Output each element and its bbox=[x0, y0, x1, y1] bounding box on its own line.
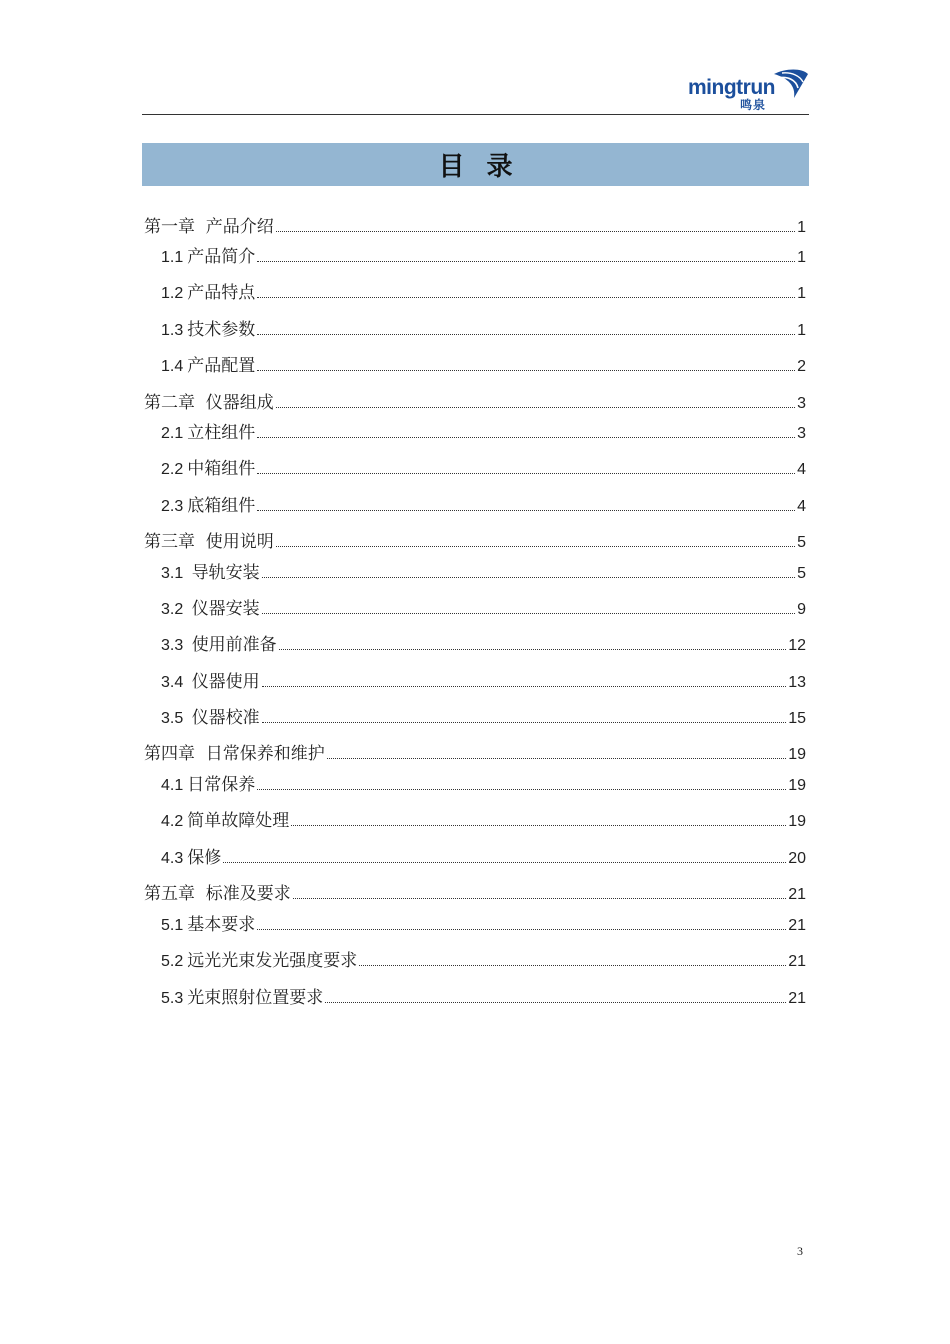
toc-entry-section[interactable] bbox=[161, 562, 806, 585]
toc-entry-page: 2 bbox=[797, 358, 806, 375]
toc-dot-leader bbox=[293, 898, 786, 899]
toc-entry-label: 使用前准备 bbox=[191, 635, 277, 655]
toc-entry-section[interactable] bbox=[161, 707, 806, 730]
company-logo bbox=[688, 68, 810, 114]
toc-entry-label: 远光光束发光强度要求 bbox=[187, 951, 358, 971]
toc-dot-leader bbox=[257, 789, 786, 790]
toc-entry-page: 3 bbox=[797, 425, 806, 442]
toc-dot-leader bbox=[257, 929, 786, 930]
toc-entry-number: 1.1 bbox=[161, 249, 184, 266]
toc-dot-leader bbox=[279, 649, 787, 650]
toc-entry-section[interactable] bbox=[161, 950, 806, 973]
toc-entry-number: 3.1 bbox=[161, 565, 188, 582]
toc-dot-leader bbox=[276, 407, 795, 408]
toc-dot-leader bbox=[262, 613, 795, 614]
toc-entry-section[interactable] bbox=[161, 774, 806, 797]
toc-entry-chapter[interactable] bbox=[144, 883, 806, 906]
toc-dot-leader bbox=[257, 297, 795, 298]
toc-entry-section[interactable] bbox=[161, 847, 806, 870]
toc-entry-section[interactable] bbox=[161, 458, 806, 481]
footer-page-number: 3 bbox=[797, 1244, 803, 1258]
toc-entry-label: 导轨安装 bbox=[191, 563, 260, 583]
toc-entry-section[interactable] bbox=[161, 598, 806, 621]
toc-entry-page: 3 bbox=[797, 395, 806, 412]
toc-dot-leader bbox=[276, 546, 795, 547]
toc-entry-chapter[interactable] bbox=[144, 216, 806, 239]
toc-entry-chapter[interactable] bbox=[144, 743, 806, 766]
toc-dot-leader bbox=[325, 1002, 786, 1003]
toc-entry-number: 4.3 bbox=[161, 850, 184, 867]
toc-entry-number: 3.3 bbox=[161, 637, 188, 654]
toc-entry-page: 1 bbox=[797, 322, 806, 339]
toc-dot-leader bbox=[257, 510, 795, 511]
toc-entry-page: 5 bbox=[797, 565, 806, 582]
toc-entry-number: 3.4 bbox=[161, 674, 188, 691]
toc-entry-label: 中箱组件 bbox=[187, 459, 256, 479]
toc-entry-label: 底箱组件 bbox=[187, 496, 256, 516]
toc-entry-label: 立柱组件 bbox=[187, 423, 256, 443]
toc-dot-leader bbox=[257, 261, 795, 262]
toc-entry-label: 产品特点 bbox=[187, 283, 256, 303]
toc-entry-number: 5.3 bbox=[161, 990, 184, 1007]
toc-entry-section[interactable] bbox=[161, 634, 806, 657]
toc-entry-section[interactable] bbox=[161, 355, 806, 378]
toc-entry-section[interactable] bbox=[161, 914, 806, 937]
toc-dot-leader bbox=[359, 965, 786, 966]
toc-entry-section[interactable] bbox=[161, 246, 806, 269]
toc-entry-page: 21 bbox=[788, 917, 806, 934]
logo-swoosh-icon bbox=[772, 68, 810, 102]
logo-wordmark: mingtrun bbox=[688, 76, 775, 99]
toc-entry-page: 9 bbox=[797, 601, 806, 618]
toc-entry-number: 4.2 bbox=[161, 813, 184, 830]
toc-dot-leader bbox=[257, 334, 795, 335]
toc-entry-number: 3.2 bbox=[161, 601, 188, 618]
toc-title-bar bbox=[142, 143, 809, 186]
toc-entry-chapter[interactable] bbox=[144, 531, 806, 554]
toc-dot-leader bbox=[257, 437, 795, 438]
toc-entry-number: 1.4 bbox=[161, 358, 184, 375]
toc-entry-page: 21 bbox=[788, 990, 806, 1007]
toc-entry-number: 4.1 bbox=[161, 777, 184, 794]
toc-entry-section[interactable] bbox=[161, 495, 806, 518]
toc-entry-label: 技术参数 bbox=[187, 320, 256, 340]
toc-entry-label: 第五章 标准及要求 bbox=[144, 884, 291, 904]
toc-entry-label: 日常保养 bbox=[187, 775, 256, 795]
toc-dot-leader bbox=[291, 825, 786, 826]
toc-entry-label: 仪器安装 bbox=[191, 599, 260, 619]
toc-entry-section[interactable] bbox=[161, 319, 806, 342]
toc-entry-number: 2.1 bbox=[161, 425, 184, 442]
toc-entry-page: 1 bbox=[797, 285, 806, 302]
toc-entry-number: 2.2 bbox=[161, 461, 184, 478]
toc-entry-number: 5.1 bbox=[161, 917, 184, 934]
toc-entry-label: 基本要求 bbox=[187, 915, 256, 935]
toc-entry-number: 5.2 bbox=[161, 953, 184, 970]
toc-entry-label: 第四章 日常保养和维护 bbox=[144, 744, 325, 764]
toc-entry-section[interactable] bbox=[161, 987, 806, 1010]
toc-entry-page: 12 bbox=[788, 637, 806, 654]
toc-entry-page: 19 bbox=[788, 746, 806, 763]
toc-entry-label: 光束照射位置要求 bbox=[187, 988, 324, 1008]
toc-entry-label: 保修 bbox=[187, 848, 222, 868]
toc-entry-chapter[interactable] bbox=[144, 392, 806, 415]
toc-entry-page: 19 bbox=[788, 777, 806, 794]
toc-entry-number: 3.5 bbox=[161, 710, 188, 727]
toc-entry-label: 仪器校准 bbox=[191, 708, 260, 728]
logo-chinese-name: 鸣泉 bbox=[740, 98, 767, 112]
toc-entry-label: 第二章 仪器组成 bbox=[144, 393, 274, 413]
toc-entry-number: 2.3 bbox=[161, 498, 184, 515]
toc-dot-leader bbox=[276, 231, 795, 232]
toc-dot-leader bbox=[223, 862, 786, 863]
toc-entry-number: 1.3 bbox=[161, 322, 184, 339]
toc-entry-page: 21 bbox=[788, 953, 806, 970]
toc-entry-page: 4 bbox=[797, 461, 806, 478]
toc-entry-label: 第三章 使用说明 bbox=[144, 532, 274, 552]
toc-entry-section[interactable] bbox=[161, 422, 806, 445]
toc-entry-label: 产品简介 bbox=[187, 247, 256, 267]
toc-entry-page: 15 bbox=[788, 710, 806, 727]
toc-entry-section[interactable] bbox=[161, 282, 806, 305]
toc-dot-leader bbox=[257, 370, 795, 371]
header-divider bbox=[142, 114, 809, 115]
toc-entry-label: 第一章 产品介绍 bbox=[144, 217, 274, 237]
toc-entry-page: 5 bbox=[797, 534, 806, 551]
toc-entry-page: 13 bbox=[788, 674, 806, 691]
toc-dot-leader bbox=[262, 722, 787, 723]
toc-entry-page: 20 bbox=[788, 850, 806, 867]
toc-entry-label: 产品配置 bbox=[187, 356, 256, 376]
toc-entry-page: 1 bbox=[797, 219, 806, 236]
toc-entry-section[interactable] bbox=[161, 671, 806, 694]
toc-entry-page: 21 bbox=[788, 886, 806, 903]
page-title: 目录 bbox=[438, 152, 535, 182]
toc-dot-leader bbox=[262, 577, 795, 578]
toc-entry-page: 4 bbox=[797, 498, 806, 515]
toc-entry-page: 1 bbox=[797, 249, 806, 266]
toc-dot-leader bbox=[327, 758, 786, 759]
toc-entry-label: 仪器使用 bbox=[191, 672, 260, 692]
toc-entry-page: 19 bbox=[788, 813, 806, 830]
toc-dot-leader bbox=[262, 686, 787, 687]
toc-entry-section[interactable] bbox=[161, 810, 806, 833]
toc-entry-number: 1.2 bbox=[161, 285, 184, 302]
toc-entry-label: 简单故障处理 bbox=[187, 811, 290, 831]
toc-dot-leader bbox=[257, 473, 795, 474]
